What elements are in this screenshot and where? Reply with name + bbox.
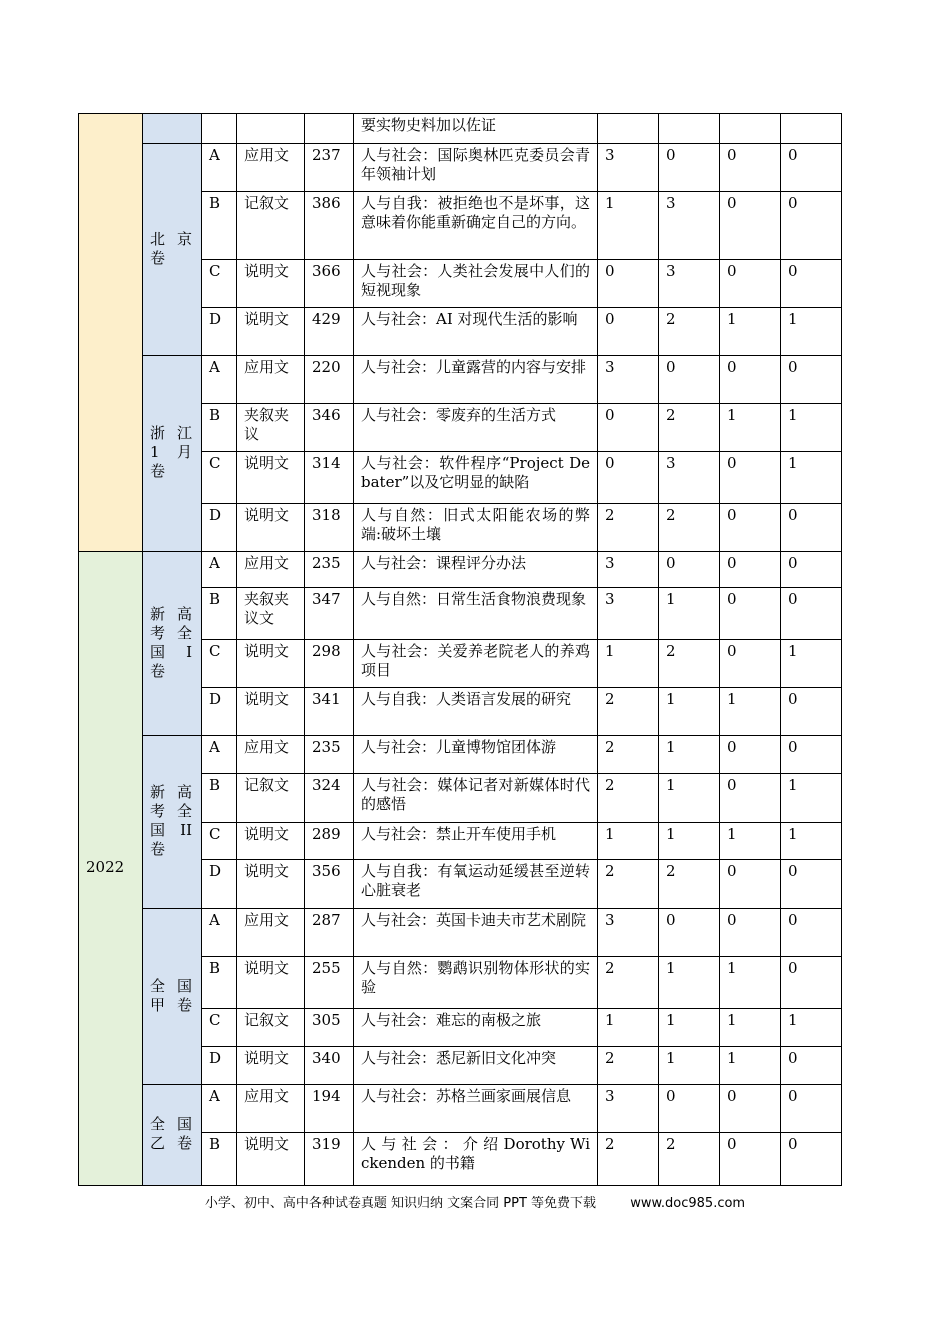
cell-count: 0 (720, 1085, 781, 1133)
exam-name-line: 新 高 (150, 783, 192, 801)
cell-topic: 人与社会：国际奥林匹克委员会青年领袖计划 (354, 144, 598, 192)
cell-words: 237 (305, 144, 354, 192)
cell-count: 0 (781, 504, 842, 552)
cell-question: B (202, 588, 237, 640)
cell-count: 1 (781, 640, 842, 688)
cell-count: 0 (781, 860, 842, 909)
cell-count: 2 (598, 688, 659, 736)
cell-count: 1 (659, 588, 720, 640)
cell-question: C (202, 1009, 237, 1047)
cell-count: 0 (598, 404, 659, 452)
cell-genre: 说明文 (237, 308, 305, 356)
cell-count: 2 (659, 404, 720, 452)
cell-count: 1 (598, 1009, 659, 1047)
cell-count (720, 114, 781, 144)
exam-name-line: 卷 (150, 661, 166, 680)
exam-name-cell (143, 1085, 202, 1186)
cell-count: 1 (720, 1047, 781, 1085)
cell-genre: 说明文 (237, 688, 305, 736)
cell-topic: 人与社会：零废弃的生活方式 (354, 404, 598, 452)
cell-count: 3 (598, 356, 659, 404)
table-row (79, 114, 842, 144)
cell-topic: 人与社会：难忘的南极之旅 (354, 1009, 598, 1047)
cell-topic: 人与自然：旧式太阳能农场的弊端:破坏土壤 (354, 504, 598, 552)
cell-question: B (202, 1133, 237, 1186)
exam-name-line: 卷 (150, 840, 166, 858)
cell-count: 1 (720, 957, 781, 1009)
cell-count: 0 (659, 909, 720, 957)
cell-words (305, 114, 354, 144)
cell-count: 1 (598, 823, 659, 860)
cell-question: B (202, 957, 237, 1009)
cell-count: 0 (720, 192, 781, 260)
exam-name-line: 浙 江 (150, 424, 192, 442)
cell-words: 318 (305, 504, 354, 552)
cell-count: 0 (781, 909, 842, 957)
table-row (79, 909, 842, 957)
cell-question: B (202, 404, 237, 452)
cell-count: 1 (720, 308, 781, 356)
cell-question: D (202, 308, 237, 356)
cell-question (202, 114, 237, 144)
cell-count: 1 (781, 308, 842, 356)
cell-count (598, 114, 659, 144)
cell-count: 3 (598, 144, 659, 192)
cell-count: 1 (659, 688, 720, 736)
cell-topic: 人与自我：有氧运动延缓甚至逆转心脏衰老 (354, 860, 598, 909)
page-footer (0, 1192, 950, 1211)
exam-name-line: 国 II (150, 821, 192, 839)
cell-question: A (202, 356, 237, 404)
cell-topic: 人与社会：儿童露营的内容与安排 (354, 356, 598, 404)
cell-count: 0 (781, 192, 842, 260)
exam-name-cell (143, 356, 202, 552)
cell-question: C (202, 260, 237, 308)
cell-question: C (202, 452, 237, 504)
cell-words: 235 (305, 552, 354, 588)
exam-name-line: 国 I (150, 642, 192, 661)
cell-count: 0 (598, 308, 659, 356)
cell-count: 2 (659, 504, 720, 552)
cell-genre: 说明文 (237, 957, 305, 1009)
cell-topic: 人与社会：英国卡迪夫市艺术剧院 (354, 909, 598, 957)
cell-question: A (202, 909, 237, 957)
cell-count: 1 (659, 1047, 720, 1085)
cell-count: 3 (598, 552, 659, 588)
cell-words: 287 (305, 909, 354, 957)
cell-genre: 记叙文 (237, 192, 305, 260)
cell-count: 2 (659, 860, 720, 909)
cell-count: 3 (598, 588, 659, 640)
cell-genre: 应用文 (237, 736, 305, 774)
cell-count: 2 (598, 957, 659, 1009)
cell-count: 2 (659, 308, 720, 356)
cell-topic: 要实物史料加以佐证 (354, 114, 598, 144)
cell-question: A (202, 736, 237, 774)
exam-name-line: 甲卷 (150, 995, 192, 1014)
cell-count (659, 114, 720, 144)
cell-count: 1 (720, 1009, 781, 1047)
cell-topic: 人与社会：人类社会发展中人们的短视现象 (354, 260, 598, 308)
cell-count: 0 (781, 688, 842, 736)
exam-name-cell (143, 909, 202, 1085)
cell-count: 2 (598, 860, 659, 909)
cell-count: 2 (598, 1047, 659, 1085)
cell-count: 0 (659, 356, 720, 404)
cell-count: 0 (720, 144, 781, 192)
cell-topic: 人与社会：媒体记者对新媒体时代的感悟 (354, 774, 598, 823)
cell-words: 347 (305, 588, 354, 640)
cell-words: 255 (305, 957, 354, 1009)
footer-text: 小学、初中、高中各种试卷真题 知识归纳 文案合同 PPT 等免费下载 (204, 1196, 597, 1211)
cell-count: 1 (781, 823, 842, 860)
cell-count: 2 (598, 774, 659, 823)
cell-count: 1 (720, 823, 781, 860)
cell-genre: 说明文 (237, 823, 305, 860)
cell-count: 0 (659, 144, 720, 192)
cell-question: B (202, 192, 237, 260)
table-row (79, 736, 842, 774)
cell-count: 3 (659, 452, 720, 504)
cell-genre: 应用文 (237, 552, 305, 588)
cell-count: 1 (720, 688, 781, 736)
cell-count: 3 (598, 1085, 659, 1133)
table-row (79, 144, 842, 192)
table-row (79, 552, 842, 588)
cell-words: 305 (305, 1009, 354, 1047)
cell-words: 366 (305, 260, 354, 308)
cell-count: 2 (659, 1133, 720, 1186)
cell-question: D (202, 688, 237, 736)
cell-genre: 应用文 (237, 144, 305, 192)
cell-words: 341 (305, 688, 354, 736)
cell-count: 0 (720, 356, 781, 404)
cell-topic: 人与社会：禁止开车使用手机 (354, 823, 598, 860)
exam-name-line: 乙卷 (150, 1134, 192, 1152)
table-row (79, 1085, 842, 1133)
cell-count: 0 (598, 260, 659, 308)
cell-genre: 说明文 (237, 504, 305, 552)
cell-genre: 说明文 (237, 260, 305, 308)
cell-count: 1 (781, 774, 842, 823)
cell-genre: 应用文 (237, 909, 305, 957)
exam-name-line: 1 月 (150, 443, 192, 461)
cell-count: 0 (720, 452, 781, 504)
cell-question: A (202, 552, 237, 588)
exam-name-line: 全 国 (150, 1115, 192, 1133)
cell-count (781, 114, 842, 144)
table-body (79, 114, 842, 1186)
cell-count: 0 (720, 588, 781, 640)
cell-genre: 说明文 (237, 860, 305, 909)
cell-count: 2 (598, 736, 659, 774)
cell-question: C (202, 640, 237, 688)
exam-name-line: 卷 (150, 248, 166, 267)
cell-topic: 人与社会：课程评分办法 (354, 552, 598, 588)
cell-count: 2 (598, 1133, 659, 1186)
cell-words: 386 (305, 192, 354, 260)
exam-name-cell (143, 144, 202, 356)
cell-count: 1 (720, 404, 781, 452)
cell-words: 356 (305, 860, 354, 909)
cell-count: 0 (720, 260, 781, 308)
cell-genre: 说明文 (237, 1047, 305, 1085)
cell-count: 0 (720, 860, 781, 909)
exam-name-line: 全 国 (150, 976, 192, 995)
cell-count: 0 (781, 1085, 842, 1133)
cell-count: 1 (598, 192, 659, 260)
exam-name-line: 考 全 (150, 623, 192, 642)
cell-count: 0 (781, 260, 842, 308)
cell-count: 0 (720, 774, 781, 823)
exam-name-cell (143, 736, 202, 909)
cell-count: 1 (598, 640, 659, 688)
cell-topic: 人与自然：鹦鹉识别物体形状的实验 (354, 957, 598, 1009)
cell-topic: 人与社会：关爱养老院老人的养鸡项目 (354, 640, 598, 688)
cell-question: D (202, 1047, 237, 1085)
cell-question: D (202, 860, 237, 909)
cell-count: 1 (659, 957, 720, 1009)
cell-genre: 说明文 (237, 640, 305, 688)
cell-count: 3 (659, 260, 720, 308)
cell-question: D (202, 504, 237, 552)
cell-count: 0 (659, 1085, 720, 1133)
exam-cell-continued (143, 114, 202, 144)
cell-genre: 应用文 (237, 356, 305, 404)
year-cell-previous (79, 114, 143, 552)
cell-topic: 人与社会：悉尼新旧文化冲突 (354, 1047, 598, 1085)
cell-genre: 说明文 (237, 1133, 305, 1186)
cell-question: A (202, 144, 237, 192)
cell-count: 0 (720, 736, 781, 774)
cell-topic: 人 与 社 会 ： 介 绍 Dorothy Wickenden 的书籍 (354, 1133, 598, 1186)
cell-words: 194 (305, 1085, 354, 1133)
cell-words: 289 (305, 823, 354, 860)
cell-topic: 人与社会：儿童博物馆团体游 (354, 736, 598, 774)
cell-words: 346 (305, 404, 354, 452)
exam-name-line: 新 高 (150, 604, 192, 623)
cell-count: 0 (720, 552, 781, 588)
cell-count: 2 (659, 640, 720, 688)
cell-genre: 夹叙夹议 (237, 404, 305, 452)
cell-question: C (202, 823, 237, 860)
cell-count: 0 (781, 588, 842, 640)
cell-question: B (202, 774, 237, 823)
cell-count: 0 (720, 504, 781, 552)
cell-count: 0 (781, 1047, 842, 1085)
cell-topic: 人与社会：苏格兰画家画展信息 (354, 1085, 598, 1133)
cell-words: 314 (305, 452, 354, 504)
cell-genre: 应用文 (237, 1085, 305, 1133)
cell-count: 0 (781, 552, 842, 588)
cell-topic: 人与自然：日常生活食物浪费现象 (354, 588, 598, 640)
cell-count: 0 (781, 1133, 842, 1186)
cell-count: 0 (720, 640, 781, 688)
cell-count: 0 (781, 736, 842, 774)
cell-genre (237, 114, 305, 144)
cell-genre: 夹叙夹议文 (237, 588, 305, 640)
cell-words: 429 (305, 308, 354, 356)
exam-name-line: 北 京 (150, 229, 192, 248)
cell-genre: 记叙文 (237, 1009, 305, 1047)
year-cell: 2022 (79, 552, 143, 1186)
cell-count: 1 (659, 1009, 720, 1047)
exam-analysis-table (78, 113, 842, 1186)
cell-count: 1 (781, 404, 842, 452)
cell-count: 2 (598, 504, 659, 552)
cell-topic: 人与自我：被拒绝也不是坏事，这意味着你能重新确定自己的方向。 (354, 192, 598, 260)
cell-words: 235 (305, 736, 354, 774)
cell-count: 1 (781, 1009, 842, 1047)
exam-name-cell (143, 552, 202, 736)
table-row (79, 356, 842, 404)
cell-count: 3 (598, 909, 659, 957)
cell-question: A (202, 1085, 237, 1133)
cell-count: 0 (598, 452, 659, 504)
cell-topic: 人与自我：人类语言发展的研究 (354, 688, 598, 736)
cell-count: 0 (720, 909, 781, 957)
cell-count: 0 (781, 957, 842, 1009)
cell-count: 0 (781, 356, 842, 404)
cell-genre: 记叙文 (237, 774, 305, 823)
cell-count: 0 (781, 144, 842, 192)
cell-topic: 人与社会：软件程序“Project Debater”以及它明显的缺陷 (354, 452, 598, 504)
footer-url[interactable]: www.doc985.com (630, 1196, 746, 1211)
cell-genre: 说明文 (237, 452, 305, 504)
cell-count: 1 (659, 774, 720, 823)
exam-name-line: 考 全 (150, 802, 192, 820)
cell-count: 1 (659, 823, 720, 860)
exam-name-line: 卷 (150, 462, 166, 480)
cell-count: 1 (781, 452, 842, 504)
cell-words: 220 (305, 356, 354, 404)
cell-count: 0 (720, 1133, 781, 1186)
cell-words: 319 (305, 1133, 354, 1186)
cell-words: 324 (305, 774, 354, 823)
cell-topic: 人与社会：AI 对现代生活的影响 (354, 308, 598, 356)
cell-count: 0 (659, 552, 720, 588)
cell-count: 1 (659, 736, 720, 774)
cell-words: 340 (305, 1047, 354, 1085)
cell-words: 298 (305, 640, 354, 688)
cell-count: 3 (659, 192, 720, 260)
